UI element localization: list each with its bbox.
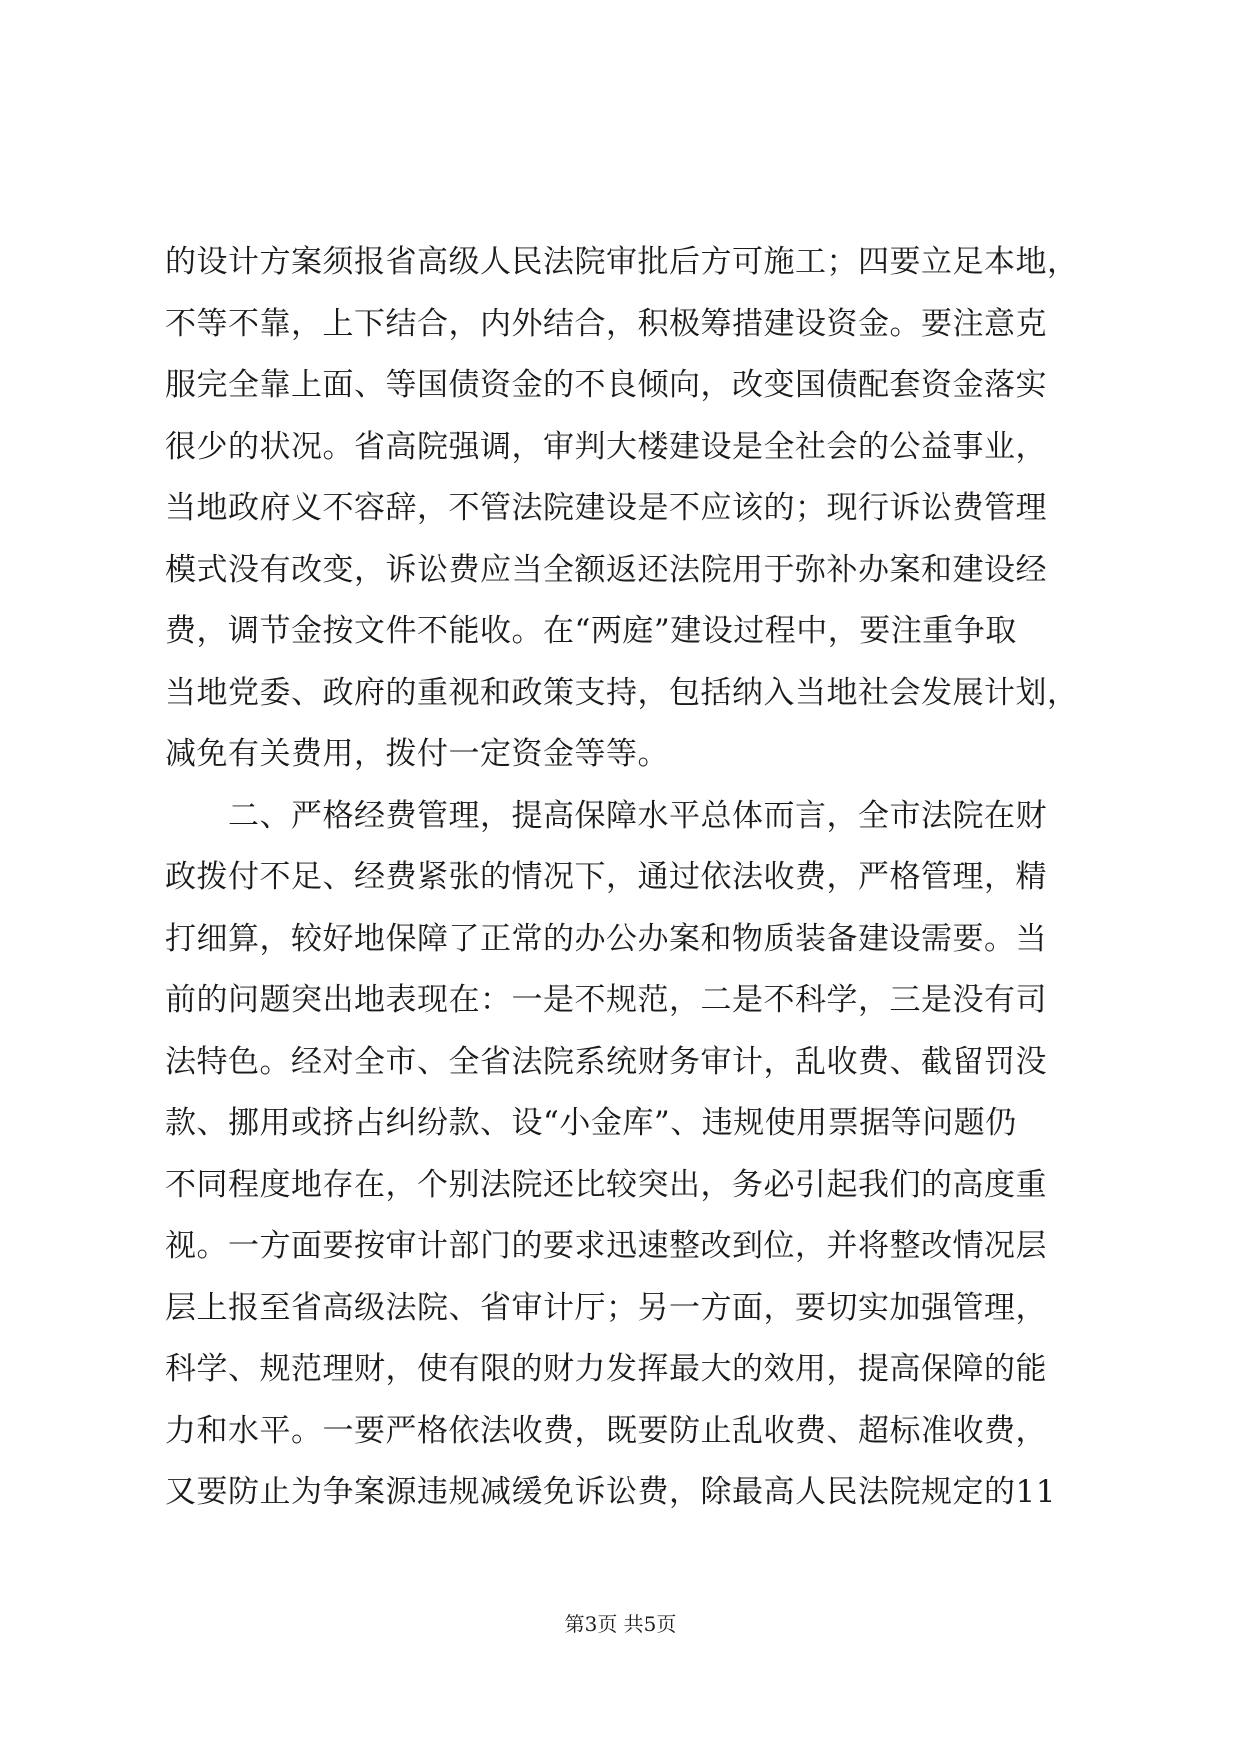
page-number-footer: 第3页 共5页 bbox=[564, 1612, 677, 1636]
text-line: 模式没有改变，诉讼费应当全额返还法院用于弥补办案和建设经 bbox=[165, 551, 1047, 588]
text-line: 费，调节金按文件不能收。在“两庭”建设过程中，要注重争取 bbox=[165, 613, 1017, 649]
text-line: 力和水平。一要严格依法收费，既要防止乱收费、超标准收费， bbox=[165, 1412, 1047, 1449]
text-line: 法特色。经对全市、全省法院系统财务审计，乱收费、截留罚没 bbox=[165, 1043, 1047, 1080]
text-line: 二、严格经费管理，提高保障水平总体而言，全市法院在财 bbox=[165, 797, 1047, 834]
text-line: 当地党委、政府的重视和政策支持，包括纳入当地社会发展计划， bbox=[165, 674, 1079, 711]
text-line: 服完全靠上面、等国债资金的不良倾向，改变国债配套资金落实 bbox=[165, 367, 1047, 403]
text-line: 又要防止为争案源违规减缓免诉讼费，除最高人民法院规定的11 bbox=[165, 1474, 1056, 1510]
body-text bbox=[165, 232, 1105, 1524]
text-line: 很少的状况。省高院强调，审判大楼建设是全社会的公益事业， bbox=[165, 428, 1047, 465]
text-line: 政拨付不足、经费紧张的情况下，通过依法收费，严格管理，精 bbox=[165, 859, 1047, 895]
text-line: 层上报至省高级法院、省审计厅；另一方面，要切实加强管理， bbox=[165, 1289, 1047, 1326]
text-line: 款、挪用或挤占纠纷款、设“小金库”、违规使用票据等问题仍 bbox=[165, 1105, 1017, 1141]
text-line: 视。一方面要按审计部门的要求迅速整改到位，并将整改情况层 bbox=[165, 1228, 1047, 1264]
text-line: 当地政府义不容辞，不管法院建设是不应该的；现行诉讼费管理 bbox=[165, 490, 1047, 526]
text-line: 不同程度地存在，个别法院还比较突出，务必引起我们的高度重 bbox=[165, 1166, 1047, 1203]
text-line: 减免有关费用，拨付一定资金等等。 bbox=[165, 736, 669, 772]
text-line: 前的问题突出地表现在：一是不规范，二是不科学，三是没有司 bbox=[165, 982, 1047, 1018]
text-line: 科学、规范理财，使有限的财力发挥最大的效用，提高保障的能 bbox=[165, 1351, 1047, 1387]
text-line: 打细算，较好地保障了正常的办公办案和物质装备建设需要。当 bbox=[165, 920, 1047, 957]
text-line: 的设计方案须报省高级人民法院审批后方可施工；四要立足本地， bbox=[165, 244, 1079, 280]
text-line: 不等不靠，上下结合，内外结合，积极筹措建设资金。要注意克 bbox=[165, 305, 1047, 342]
